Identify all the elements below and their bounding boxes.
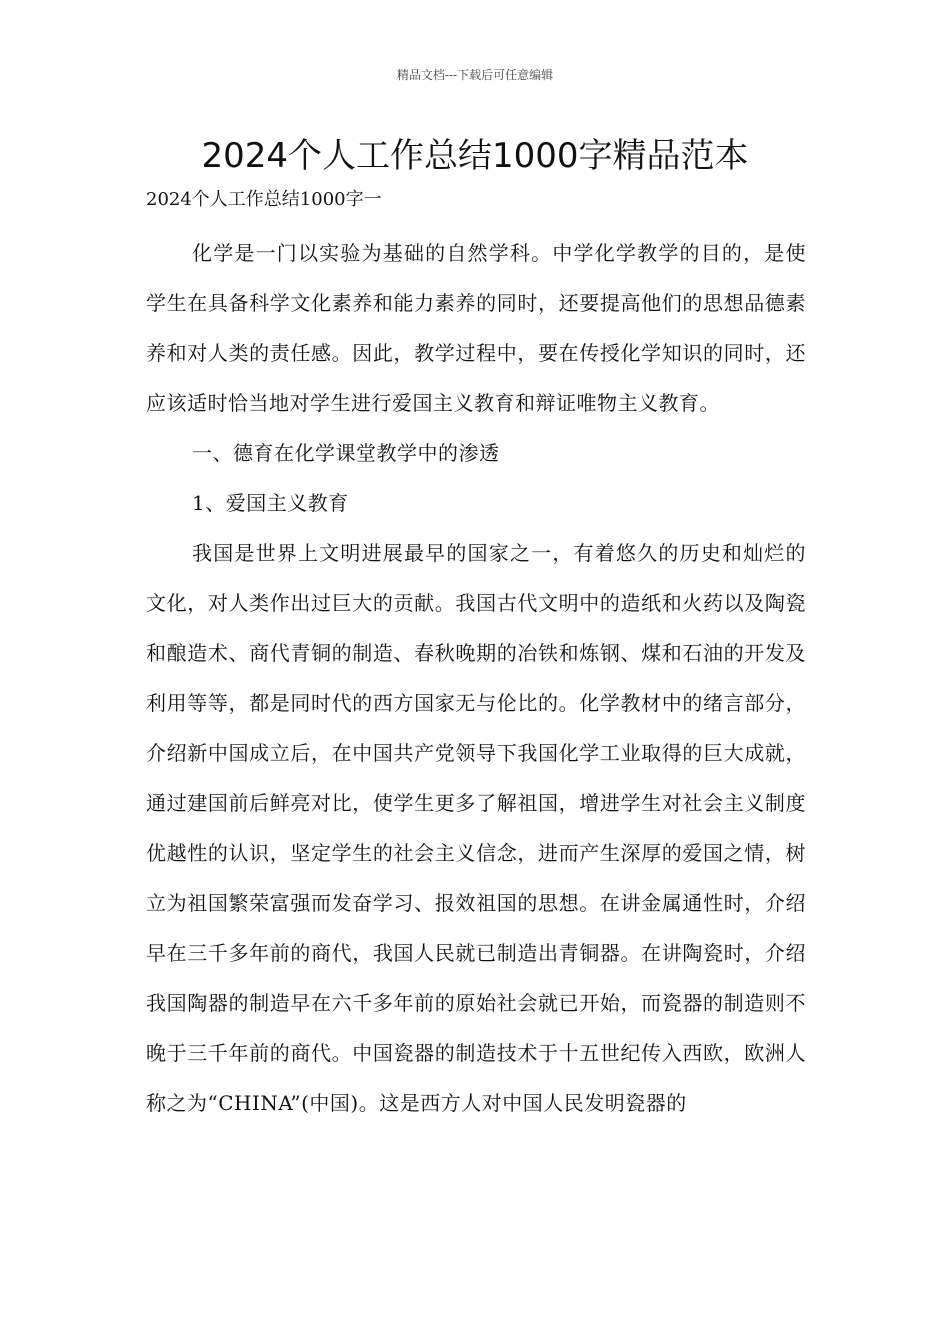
paragraph-intro: 化学是一门以实验为基础的自然学科。中学化学教学的目的，是使学生在具备科学文化素养和能力素养的同时，还要提高他们的思想品德素养和对人类的责任感。因此，教学过程中，要在传授化学知识的同时，还应该适时恰当地对学生进行爱国主义教育和辩证唯物主义教育。 — [146, 241, 806, 415]
subsection-heading: 1、爱国主义教育 — [192, 491, 349, 515]
document-body — [146, 186, 806, 1128]
document-subtitle: 2024个人工作总结1000字一 — [146, 189, 382, 210]
paragraph-patriotism: 我国是世界上文明进展最早的国家之一，有着悠久的历史和灿烂的文化，对人类作出过巨大的贡献。我国古代文明中的造纸和火药以及陶瓷和酿造术、商代青铜的制造、春秋晚期的冶铁和炼钢、煤和石油的开发及利用等等，都是同时代的西方国家无与伦比的。化学教材中的绪言部分，介绍新中国成立后，在中国共产党领导下我国化学工业取得的巨大成就，通过建国前后鲜亮对比，使学生更多了解祖国，增进学生对社会主义制度优越性的认识，坚定学生的社会主义信念，进而产生深厚的爱国之情，树立为祖国繁荣富强而发奋学习、报效祖国的思想。在讲金属通性时，介绍早在三千多年前的商代，我国人民就已制造出青铜器。在讲陶瓷时，介绍我国陶器的制造早在六千多年前的原始社会就已开始，而瓷器的制造则不晚于三千年前的商代。中国瓷器的制造技术于十五世纪传入西欧，欧洲人称之为“CHINA”(中国)。这是西方人对中国人民发明瓷器的 — [146, 541, 806, 1115]
section-heading: 一、德育在化学课堂教学中的渗透 — [192, 441, 500, 465]
document-title: 2024个人工作总结1000字精品范本 — [201, 136, 749, 176]
page-header-note: 精品文档---下载后可任意编辑 — [396, 68, 554, 82]
